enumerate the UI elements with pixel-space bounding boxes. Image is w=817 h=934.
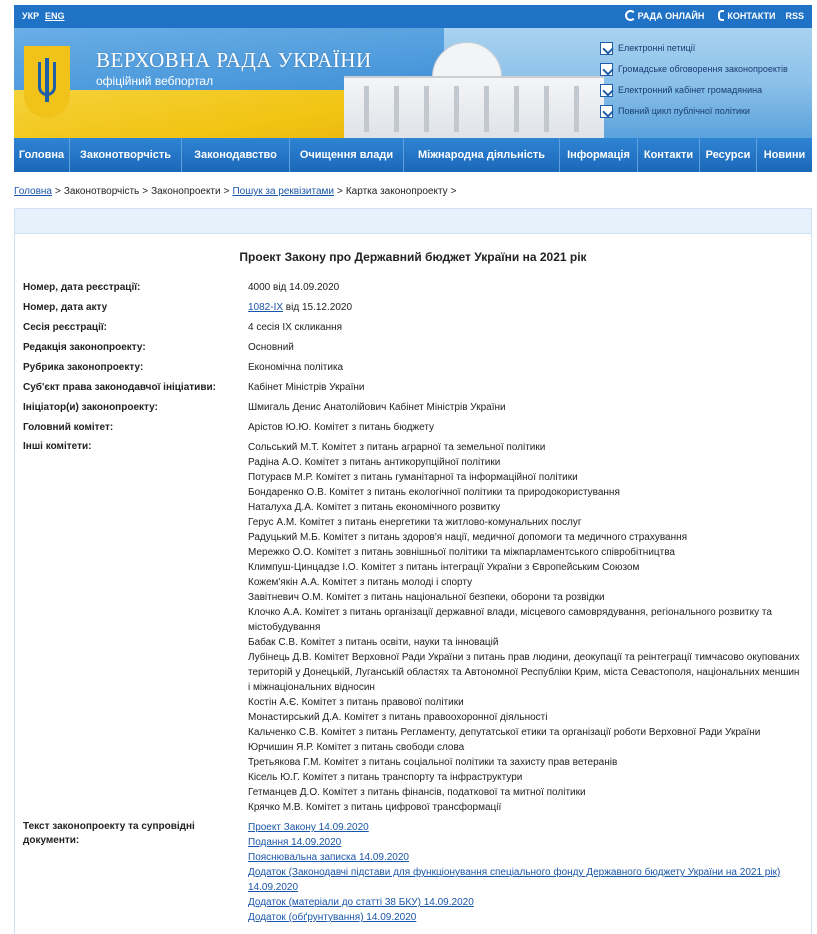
committee-item: Монастирський Д.А. Комітет з питань правоохоронної діяльності: [248, 712, 548, 723]
committee-item: Герус А.М. Комітет з питань енергетики та житлово-комунальних послуг: [248, 517, 582, 528]
document-link[interactable]: Додаток (обґрунтування) 14.09.2020: [248, 912, 417, 923]
committee-item: Радуцький М.Б. Комітет з питань здоров'я нації, медичної допомоги та медичного страхування: [248, 532, 688, 543]
checkbox-pen-icon: [600, 63, 613, 76]
field-value: Шмигаль Денис Анатолійович Кабінет Міністрів України: [248, 402, 506, 413]
field-label: Сесія реєстрації:: [23, 322, 107, 333]
rada-online-label: РАДА ОНЛАЙН: [637, 11, 705, 21]
main-nav: [14, 138, 812, 172]
lang-ukr-link[interactable]: УКР: [22, 11, 40, 21]
rss-link[interactable]: RSS: [785, 10, 804, 21]
nav-item[interactable]: Головна: [14, 138, 70, 172]
field-label: Номер, дата реєстрації:: [23, 282, 141, 293]
committee-item: Кальченко С.В. Комітет з питань Регламенту, депутатської етики та організації роботи Верховної Ради України: [248, 727, 761, 738]
field-value: Арістов Ю.Ю. Комітет з питань бюджету: [248, 422, 435, 433]
committee-item: Потураєв М.Р. Комітет з питань гуманітарної та інформаційної політики: [248, 472, 578, 483]
nav-item[interactable]: Інформація: [560, 138, 638, 172]
header-banner: [14, 28, 812, 138]
breadcrumb-lawmaking: Законотворчість: [63, 186, 140, 197]
field-value: Основний: [248, 342, 294, 353]
checkbox-pen-icon: [600, 42, 613, 55]
committee-item: Мережко О.О. Комітет з питань зовнішньої політики та міжпарламентського співробітництва: [248, 547, 675, 558]
site-title[interactable]: ВЕРХОВНА РАДА УКРАЇНИ: [96, 48, 372, 72]
committee-item: Клочко А.А. Комітет з питань організації державної влади, місцевого самоврядування, регіонального розвитку та містобудування: [248, 607, 772, 633]
document-link[interactable]: Додаток (Законодавчі підстави для функціонування спеціального фонду Державного бюджету України на 2021 рік) 14.09.2020: [248, 867, 781, 893]
committee-item: Радіна А.О. Комітет з питань антикорупційної політики: [248, 457, 501, 468]
field-label: Рубрика законопроекту:: [23, 362, 144, 373]
committee-item: Юрчишин Я.Р. Комітет з питань свободи слова: [248, 742, 465, 753]
quick-link-label: Повний цикл публічної політики: [618, 106, 750, 116]
breadcrumb-bills: Законопроекти: [151, 186, 221, 197]
contacts-label: КОНТАКТИ: [727, 11, 776, 21]
breadcrumb-search[interactable]: Пошук за реквізитами: [232, 186, 334, 197]
quick-link-policy-cycle[interactable]: [600, 101, 812, 121]
nav-item[interactable]: Законотворчість: [70, 138, 182, 172]
committee-item: Лубінець Д.В. Комітет Верховної Ради України з питань прав людини, деокупації та реінтеграції тимчасово окупованих територій у Донецькій, Луганській областях та Автономної Республіки Крим, міста Севастополя, національних меншин і міжнаціональних відносин: [248, 652, 800, 693]
checkbox-pen-icon: [600, 105, 613, 118]
nav-item[interactable]: Законодавство: [182, 138, 290, 172]
committee-item: Наталуха Д.А. Комітет з питань економічного розвитку: [248, 502, 501, 513]
committee-item: Сольський М.Т. Комітет з питань аграрної та земельної політики: [248, 442, 546, 453]
act-date: від 15.12.2020: [283, 302, 353, 313]
committee-item: Костін А.Є. Комітет з питань правової політики: [248, 697, 464, 708]
field-label: Редакція законопроекту:: [23, 342, 146, 353]
breadcrumb-home[interactable]: Головна: [14, 186, 52, 197]
quick-link-label: Громадське обговорення законопроектів: [618, 64, 788, 74]
quick-link-citizen-cabinet[interactable]: [600, 80, 812, 100]
committee-item: Кісель Ю.Г. Комітет з питань транспорту та інфраструктури: [248, 772, 523, 783]
breadcrumb: Головна > Законотворчість > Законопроекти > Пошук за реквізитами > Картка законопроекту >: [14, 186, 457, 197]
lang-eng-link[interactable]: ENG: [45, 11, 65, 21]
field-label: Головний комітет:: [23, 422, 114, 433]
breadcrumb-card: Картка законопроекту: [345, 186, 448, 197]
committee-item: Климпуш-Цинцадзе І.О. Комітет з питань інтеграції України з Європейським Союзом: [248, 562, 640, 573]
other-committees-list: [248, 440, 803, 815]
committee-item: Бондаренко О.В. Комітет з питань екологічної політики та природокористування: [248, 487, 620, 498]
rada-online-link[interactable]: [625, 10, 705, 21]
bill-title: Проект Закону про Державний бюджет України на 2021 рік: [239, 250, 587, 264]
field-value: Кабінет Міністрів України: [248, 382, 365, 393]
site-subtitle: офіційний вебпортал: [96, 74, 214, 88]
phone-icon: [718, 10, 724, 21]
field-label: Суб'єкт права законодавчої ініціативи:: [23, 382, 216, 393]
field-label: Номер, дата акту: [23, 302, 108, 313]
committee-item: Бабак С.В. Комітет з питань освіти, науки та інновацій: [248, 637, 499, 648]
documents-label: Текст законопроекту та супровідні документи:: [23, 821, 195, 846]
field-label: Ініціатор(и) законопроекту:: [23, 402, 158, 413]
documents-list: [248, 820, 803, 925]
field-value: Економічна політика: [248, 362, 344, 373]
nav-item[interactable]: Міжнародна діяльність: [404, 138, 560, 172]
nav-item[interactable]: Контакти: [638, 138, 700, 172]
quick-link-petitions[interactable]: [600, 38, 812, 58]
committee-item: Гетманцев Д.О. Комітет з питань фінансів, податкової та митної політики: [248, 787, 586, 798]
document-link[interactable]: Проект Закону 14.09.2020: [248, 822, 369, 833]
document-link[interactable]: Додаток (матеріали до статті 38 БКУ) 14.09.2020: [248, 897, 474, 908]
quick-link-public-discussion[interactable]: [600, 59, 812, 79]
field-value: 4000 від 14.09.2020: [248, 282, 340, 293]
document-link[interactable]: Подання 14.09.2020: [248, 837, 342, 848]
nav-item[interactable]: Ресурси: [700, 138, 757, 172]
document-link[interactable]: Пояснювальна записка 14.09.2020: [248, 852, 409, 863]
field-value: [248, 301, 803, 315]
checkbox-pen-icon: [600, 84, 613, 97]
act-number-link[interactable]: 1082-IX: [248, 302, 284, 313]
committee-item: Кожем'якін А.А. Комітет з питань молоді і спорту: [248, 577, 473, 588]
quick-link-label: Електронний кабінет громадянина: [618, 85, 763, 95]
quick-link-label: Електронні петиції: [618, 43, 696, 53]
top-bar: [14, 5, 812, 28]
committee-item: Завітневич О.М. Комітет з питань національної безпеки, оборони та розвідки: [248, 592, 605, 603]
field-value: 4 сесія IX скликання: [248, 322, 343, 333]
committee-item: Крячко М.В. Комітет з питань цифрової трансформації: [248, 802, 502, 813]
committee-item: Третьякова Г.М. Комітет з питань соціальної політики та захисту прав ветеранів: [248, 757, 618, 768]
quick-links: [600, 38, 812, 122]
broadcast-icon: [625, 10, 636, 21]
other-committees-label: Інші комітети:: [23, 441, 92, 452]
content-header-strip: [14, 208, 812, 234]
coat-of-arms-icon[interactable]: [24, 46, 70, 118]
nav-item[interactable]: Новини: [763, 149, 806, 161]
nav-item[interactable]: Очищення влади: [290, 138, 404, 172]
top-links: [625, 10, 804, 21]
contacts-link[interactable]: [718, 10, 775, 21]
parliament-building-image: [344, 36, 604, 136]
